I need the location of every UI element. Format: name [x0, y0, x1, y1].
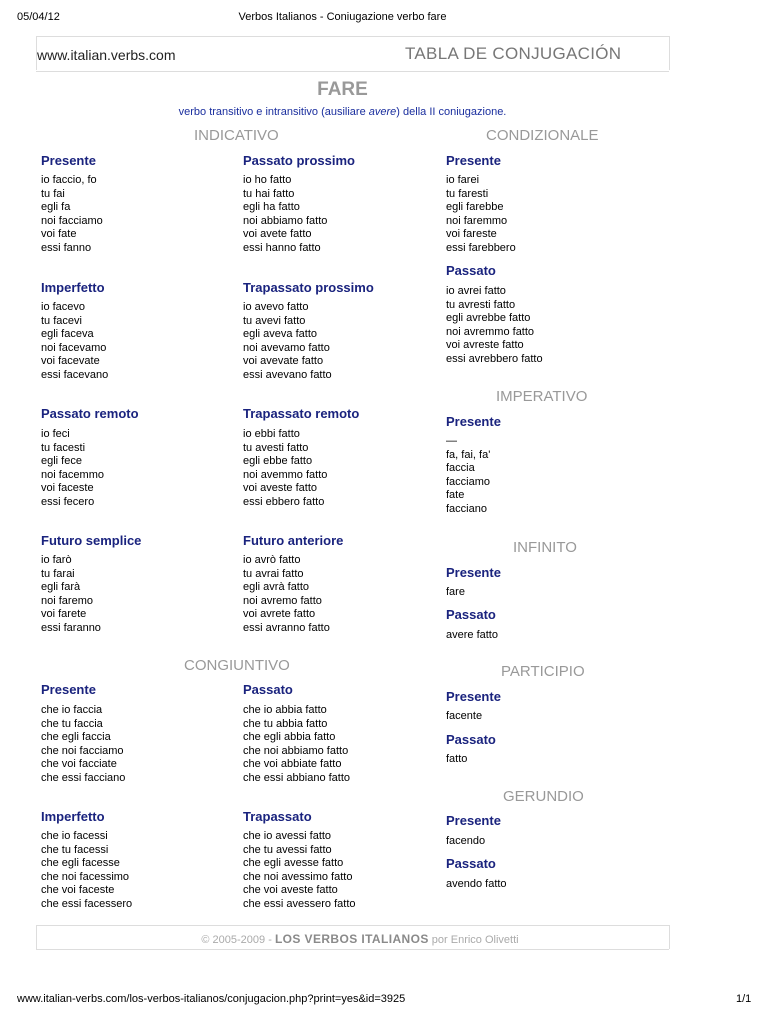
forms-congiuntivo-imperfetto: che io facessi che tu facessi che egli facesse che noi facessimo che voi faceste che essi facessero [41, 830, 133, 910]
forms-condizionale-passato: io avrei fatto tu avresti fatto egli avrebbe fatto noi avremmo fatto voi avreste fatto essi avrebbero fatto [446, 285, 543, 365]
print-page-number: 1/1 [736, 993, 752, 1005]
forms-indicativo-passato-remoto: io feci tu facesti egli fece noi facemmo voi faceste essi fecero [41, 428, 104, 508]
section-condizionale: CONDIZIONALE [486, 127, 599, 144]
tense-condizionale-presente: Presente [446, 153, 501, 168]
tense-participio-passato: Passato [446, 732, 496, 747]
tense-infinito-presente: Presente [446, 565, 501, 580]
forms-indicativo-trapassato-prossimo: io avevo fatto tu avevi fatto egli aveva fatto noi avevamo fatto voi avevate fatto essi avevano fatto [243, 301, 332, 381]
forms-infinito-passato: avere fatto [446, 629, 498, 641]
forms-indicativo-presente: io faccio, fo tu fai egli fa noi facciamo voi fate essi fanno [41, 174, 103, 254]
tense-congiuntivo-passato: Passato [243, 682, 293, 697]
header-divider [36, 71, 669, 72]
tense-congiuntivo-imperfetto: Imperfetto [41, 809, 105, 824]
forms-gerundio-presente: facendo [446, 835, 486, 847]
tense-futuro-semplice: Futuro semplice [41, 533, 142, 548]
verb-description: verbo transitivo e intransitivo (ausiliare avere) della II coniugazione. [178, 106, 507, 118]
verb-title: FARE [317, 79, 368, 100]
forms-infinito-presente: fare [446, 586, 465, 598]
tense-passato-remoto: Passato remoto [41, 406, 139, 421]
tense-congiuntivo-trapassato: Trapassato [243, 809, 312, 824]
forms-indicativo-futuro-semplice: io farò tu farai egli farà noi faremo voi farete essi faranno [41, 554, 101, 634]
section-participio: PARTICIPIO [501, 663, 585, 680]
forms-indicativo-futuro-anteriore: io avrò fatto tu avrai fatto egli avrà fatto noi avremo fatto voi avrete fatto essi avranno fatto [243, 554, 330, 634]
print-title: Verbos Italianos - Coniugazione verbo fare [238, 11, 447, 23]
forms-indicativo-trapassato-remoto: io ebbi fatto tu avesti fatto egli ebbe fatto noi avemmo fatto voi aveste fatto essi ebbero fatto [243, 428, 328, 508]
tense-passato-prossimo: Passato prossimo [243, 153, 355, 168]
copyright-credit: © 2005-2009 - LOS VERBOS ITALIANOS por Enrico Olivetti [201, 932, 519, 946]
tense-trapassato-remoto: Trapassato remoto [243, 406, 360, 421]
tense-imperativo-presente: Presente [446, 414, 501, 429]
forms-indicativo-passato-prossimo: io ho fatto tu hai fatto egli ha fatto noi abbiamo fatto voi avete fatto essi hanno fatto [243, 174, 328, 254]
forms-congiuntivo-presente: che io faccia che tu faccia che egli faccia che noi facciamo che voi facciate che essi facciano [41, 704, 126, 784]
tense-presente: Presente [41, 153, 96, 168]
forms-participio-passato: fatto [446, 753, 468, 765]
tense-congiuntivo-presente: Presente [41, 682, 96, 697]
forms-indicativo-imperfetto: io facevo tu facevi egli faceva noi facevamo voi facevate essi facevano [41, 301, 109, 381]
tense-imperfetto: Imperfetto [41, 280, 105, 295]
print-url: www.italian-verbs.com/los-verbos-italianos/conjugacion.php?print=yes&id=3925 [17, 993, 406, 1005]
forms-gerundio-passato: avendo fatto [446, 878, 507, 890]
tense-condizionale-passato: Passato [446, 263, 496, 278]
forms-congiuntivo-passato: che io abbia fatto che tu abbia fatto che egli abbia fatto che noi abbiamo fatto che voi abbiate fatto che essi abbiano fatto [243, 704, 351, 784]
forms-participio-presente: facente [446, 710, 483, 722]
forms-imperativo-presente: — fa, fai, fa' faccia facciamo fate facciano [446, 435, 491, 515]
section-indicativo: INDICATIVO [194, 127, 279, 144]
tense-futuro-anteriore: Futuro anteriore [243, 533, 344, 548]
tense-gerundio-passato: Passato [446, 856, 496, 871]
section-gerundio: GERUNDIO [503, 788, 584, 805]
print-date: 05/04/12 [17, 11, 60, 23]
site-link[interactable]: www.italian.verbs.com [37, 47, 176, 63]
top-divider [36, 36, 669, 37]
tense-gerundio-presente: Presente [446, 813, 501, 828]
footer-divider-top [36, 925, 669, 926]
brand-link[interactable]: LOS VERBOS ITALIANOS [274, 932, 429, 946]
tense-infinito-passato: Passato [446, 607, 496, 622]
section-infinito: INFINITO [513, 539, 577, 556]
section-congiuntivo: CONGIUNTIVO [184, 657, 290, 674]
tense-participio-presente: Presente [446, 689, 501, 704]
footer-divider-bottom [36, 949, 669, 950]
forms-condizionale-presente: io farei tu faresti egli farebbe noi faremmo voi fareste essi farebbero [446, 174, 516, 254]
tense-trapassato-prossimo: Trapassato prossimo [243, 280, 374, 295]
forms-congiuntivo-trapassato: che io avessi fatto che tu avessi fatto che egli avesse fatto che noi avessimo fatto che voi aveste fatto che essi avessero fatto [243, 830, 356, 910]
page-heading: TABLA DE CONJUGACIÓN [405, 44, 622, 63]
section-imperativo: IMPERATIVO [496, 388, 588, 405]
right-frame-line [669, 36, 670, 70]
